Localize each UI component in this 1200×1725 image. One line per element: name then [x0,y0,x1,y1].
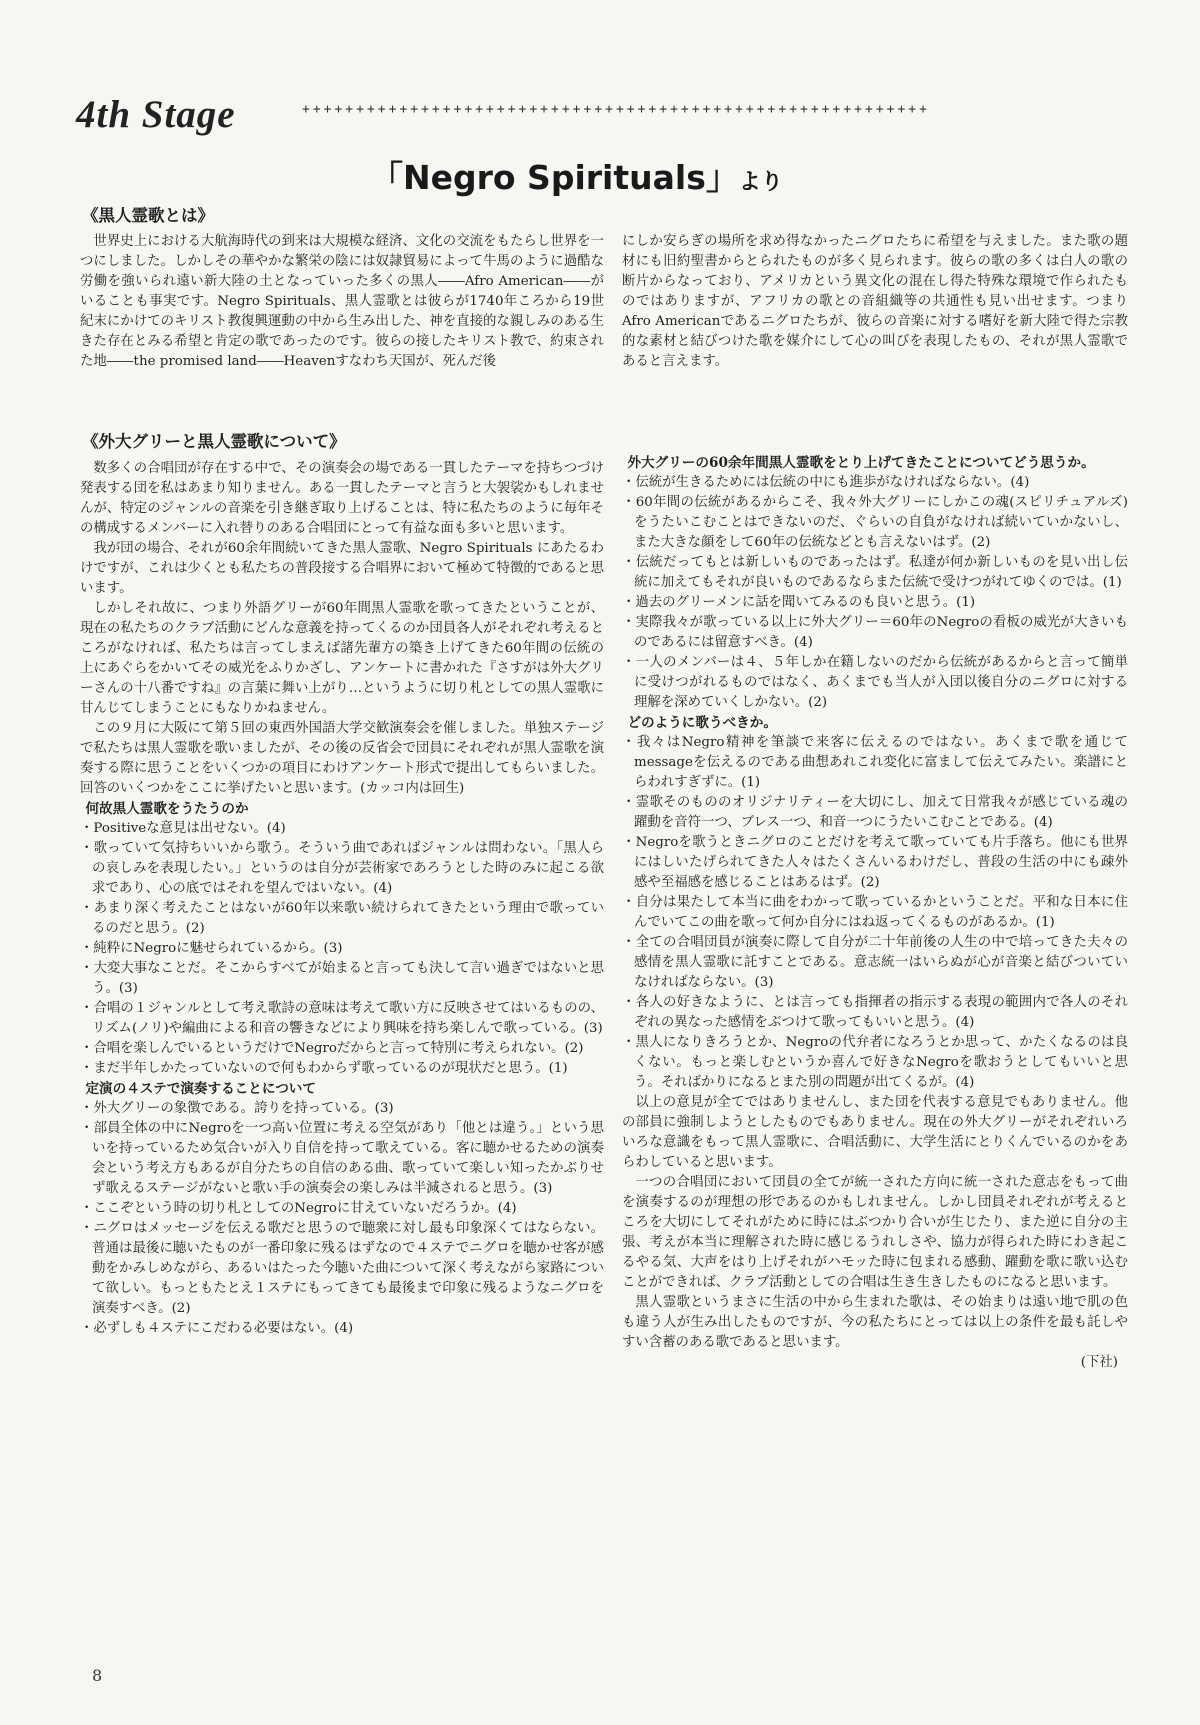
section1-left-paragraph: 世界史上における大航海時代の到来は大規模な経済、文化の交流をもたらし世界を一つにしました。しかしその華やかな繁栄の陰には奴隷貿易によって牛馬のように過酷な労働を強いられ遠い新大陸の土となっていった多くの黒人――Afro American――がいることも事実です。Negro Spirituals、黒人霊歌とは彼らが1740年ころから19世紀末にかけてのキリスト教復興運動の中から生み出した、神を直接的な親しみのある生きた存在とみる希望と肯定の歌であったのです。彼らの接したキリスト教で、約束された地――the promised land――Heavenすなわち天国が、死んだ後 [80,234,604,369]
answer-item: ・ 伝統だってもとは新しいものであったはず。私達が何か新しいものを見い出し伝統に加えてもそれが良いものであるならまた伝統で受けつがれてゆくのでは。(1) [622,553,1128,593]
closing-paragraph-3: 黒人霊歌というまさに生活の中から生まれた歌は、その始まりは遠い地で肌の色も違う人が生み出したものですが、今の私たちにとっては以上の条件を最も託しやすい含蓄のある歌であると思います。 [622,1295,1128,1350]
intro-paragraph-1: 数多くの合唱団が存在する中で、その演奏会の場である一貫したテーマを持ちつづけ発表する団を私はあまり知りません。ある一貫したテーマと言うと大袈裟かもしれませんが、特定のジャンルの音楽を引き継ぎ取り上げることは、特に私たちのように毎年その構成するメンバーに入れ替りのある合唱団にとって有益な面も多いと思います。 [80,461,604,536]
answer-item: ・ 合唱の１ジャンルとして考え歌詩の意味は考えて歌い方に反映させてはいるものの、リズム(ノリ)や編曲による和音の響きなどにより興味を持ち楽しんで歌っている。(3) [80,999,604,1039]
answer-item: ・ Negroを歌うときニグロのことだけを考えて歌っていても片手落ち。他にも世界にはしいたげられてきた人々はたくさんいるわけだし、普段の生活の中にも疎外感や至福感を感じることはあるはず。(2) [622,833,1128,893]
answer-item: ・ 部員全体の中にNegroを一つ高い位置に考える空気があり「他とは違う。」という思いを持っているため気合いが入り自信を持って歌えている。客に聴かせるための演奏会という考え方もあるが自分たちの自信のある曲、歌っていて楽しい知ったかぶりせず歌えるステージがないと歌い手の演奏会の楽しみは半減されると思う。(3) [80,1119,604,1199]
answer-item: ・ 外大グリーの象徴である。誇りを持っている。(3) [80,1099,604,1119]
answer-item: ・ 一人のメンバーは４、５年しか在籍しないのだから伝統があるからと言って簡単に受けつがれるものではなく、あくまでも当人が入団以後自分のニグロに対する理解を深めていくしかない。(2) [622,653,1128,713]
answer-item: ・ 全ての合唱団員が演奏に際して自分が二十年前後の人生の中で培ってきた夫々の感情を黒人霊歌に託すことである。意志統一はいらぬが心が音楽と結びついていなければならない。(3) [622,933,1128,993]
section1-heading: 《黒人霊歌とは》 [82,206,214,225]
answer-item: ・ まだ半年しかたっていないので何もわからず歌っているのが現状だと思う。(1) [80,1059,604,1079]
question-4-title: どのように歌うべきか。 [627,715,777,731]
answer-item: ・ ニグロはメッセージを伝える歌だと思うので聴衆に対し最も印象深くてはならない。普通は最後に聴いたものが一番印象に残るはずなので４ステでニグロを聴かせ客が感動をかみしめながら、あるいはたった今聴いた曲について深く考えながら家路について欲しい。もっともたとえ１ステにもってきても最後まで印象に残るようなニグロを演奏すべき。(2) [80,1219,604,1319]
question-3-answers [622,473,1128,713]
answer-item: ・ 我々はNegro精神を筆談で来客に伝えるのではない。あくまで歌を通じてmessageを伝えるのである曲想あれこれ変化に富まして伝えてみたい。楽譜にとらわれすぎずに。(1) [622,733,1128,793]
answer-item: ・ あまり深く考えたことはないが60年以来歌い続けられてきたという理由で歌っているのだと思う。(2) [80,899,604,939]
answer-item: ・ 純粋にNegroに魅せられているから。(3) [80,939,604,959]
title-suffix: より [738,170,783,195]
intro-paragraph-3: しかしそれ故に、つまり外語グリーが60年間黒人霊歌を歌ってきたということが、現在の私たちのクラブ活動にどんな意義を持ってくるのか団員各人がそれぞれ考えるところがなければ、私たちは言ってしまえば諸先輩方の築き上げてきた60年間の伝統の上にあぐらをかいてその威光をふりかざし、アンケートに書かれた『さすがは外大グリーさんの十八番ですね』の言葉に舞い上がり…というように切り札としての黒人霊歌に甘んじてしまうことにもなりかねません。 [80,601,604,716]
question-2-title: 定演の４ステで演奏することについて [85,1081,316,1097]
section2-right-column [622,453,1128,1373]
decorative-plus-line: ++++++++++++++++++++++++++++++++++++++++++++++++++++++++++ [302,102,930,117]
answer-item: ・ 必ずしも４ステにこだわる必要はない。(4) [80,1319,604,1339]
question-1-title: 何故黒人霊歌をうたうのか [85,801,249,817]
title-main: 「Negro Spirituals」 [370,158,739,197]
section1-left-column [80,232,604,372]
answer-item: ・ 大変大事なことだ。そこからすべてが始まると言っても決して言い過ぎではないと思う。(3) [80,959,604,999]
answer-item: ・ 黒人になりきろうとか、Negroの代弁者になろうとか思って、かたくなるのは良くない。もっと楽しむというか喜んで好きなNegroを歌おうとしてもいいと思う。そればかりになるとまた別の問題が出てくるが。(4) [622,1033,1128,1093]
page-title [370,152,783,199]
question-2-answers [80,1099,604,1339]
section2-left-column [80,459,604,1339]
answer-item: ・ 伝統が生きるためには伝統の中にも進歩がなければならない。(4) [622,473,1128,493]
author-signature: (下社) [1080,1355,1118,1370]
closing-paragraph-1: 以上の意見が全てではありませんし、また団を代表する意見でもありません。他の部員に強制しようとしたものでもありません。現在の外大グリーがそれぞれいろいろな意識をもって黒人霊歌に、合唱活動に、大学生活にとりくんでいるのかをあらわしていると思います。 [622,1095,1128,1170]
section2-heading: 《外大グリーと黒人霊歌について》 [82,432,346,451]
answer-item: ・ 合唱を楽しんでいるというだけでNegroだからと言って特別に考えられない。(2) [80,1039,604,1059]
answer-item: ・ Positiveな意見は出せない。(4) [80,819,604,839]
question-4-answers [622,733,1128,1093]
page-number: 8 [92,1666,103,1685]
answer-item: ・ 歌っていて気持ちいいから歌う。そういう曲であればジャンルは問わない。「黒人らの哀しみを表現したい。」というのは自分が芸術家であろうとした時のみに起こる欲求であり、心の底ではそれを望んではいない。(4) [80,839,604,899]
intro-paragraph-4: この９月に大阪にて第５回の東西外国語大学交歓演奏会を催しました。単独ステージで私たちは黒人霊歌を歌いましたが、その後の反省会で団員にそれぞれが黒人霊歌を演奏する際に思うことをいくつかの項目にわけアンケート形式で提出してもらいました。回答のいくつかをここに挙げたいと思います。(カッコ内は回生) [80,721,604,796]
intro-paragraph-2: 我が団の場合、それが60余年間続いてきた黒人霊歌、Negro Spirituals にあたるわけですが、これは少くとも私たちの普段接する合唱界において極めて特徴的であると思います。 [80,541,604,596]
closing-paragraph-2: 一つの合唱団において団員の全てが統一された方向に統一された意志をもって曲を演奏するのが理想の形であるのかもしれません。しかし団員それぞれが考えるところを大切にしてそれがために時にはぶつかり合いが生じたり、また逆に自分の主張、考えが本当に理解された時に感じるうれしさや、協力が得られた時にわき起こるやる気、大声をはり上げそれがハモッた時に包まれる感動、躍動を歌に歌い込むことができれば、クラブ活動としての合唱は生き生きしたものになると思います。 [622,1175,1128,1290]
answer-item: ・ 60年間の伝統があるからこそ、我々外大グリーにしかこの魂(スピリチュアルズ)をうたいこむことはできないのだ、ぐらいの自負がなければ続いていかないし、また大きな顔をして60年の伝統などとも言えないはず。(2) [622,493,1128,553]
answer-item: ・ 過去のグリーメンに話を聞いてみるのも良いと思う。(1) [622,593,1128,613]
question-1-answers [80,819,604,1079]
answer-item: ・ 自分は果たして本当に曲をわかって歌っているかということだ。平和な日本に住んでいてこの曲を歌って何か自分にはね返ってくるものがあるか。(1) [622,893,1128,933]
answer-item: ・ 霊歌そのもののオリジナリティーを大切にし、加えて日常我々が感じている魂の躍動を音符一つ、ブレス一つ、和音一つにうたいこむことである。(4) [622,793,1128,833]
question-3-title: 外大グリーの60余年間黒人霊歌をとり上げてきたことについてどう思うか。 [627,455,1095,471]
answer-item: ・ 実際我々が歌っている以上に外大グリー＝60年のNegroの看板の威光が大きいものであるには留意すべき。(4) [622,613,1128,653]
answer-item: ・ 各人の好きなように、とは言っても指揮者の指示する表現の範囲内で各人のそれぞれの異なった感情をぶつけて歌ってもいいと思う。(4) [622,993,1128,1033]
answer-item: ・ ここぞという時の切り札としてのNegroに甘えていないだろうか。(4) [80,1199,604,1219]
section1-right-column [622,232,1128,372]
section1-right-paragraph: にしか安らぎの場所を求め得なかったニグロたちに希望を与えました。また歌の題材にも旧約聖書からとられたものが多く見られます。彼らの歌の多くは白人の歌の断片からなっており、アメリカという異文化の混在し得た特殊な環境で作られたものではありますが、アフリカの歌との音組織等の共通性も見い出せます。つまりAfro Americanであるニグロたちが、彼らの音楽に対する嗜好を新大陸で得た宗教的な素材と結びつけた歌を媒介にして心の叫びを表現したもの、それが黒人霊歌であると言えます。 [622,234,1128,369]
stage-label: 4th Stage [76,93,236,136]
